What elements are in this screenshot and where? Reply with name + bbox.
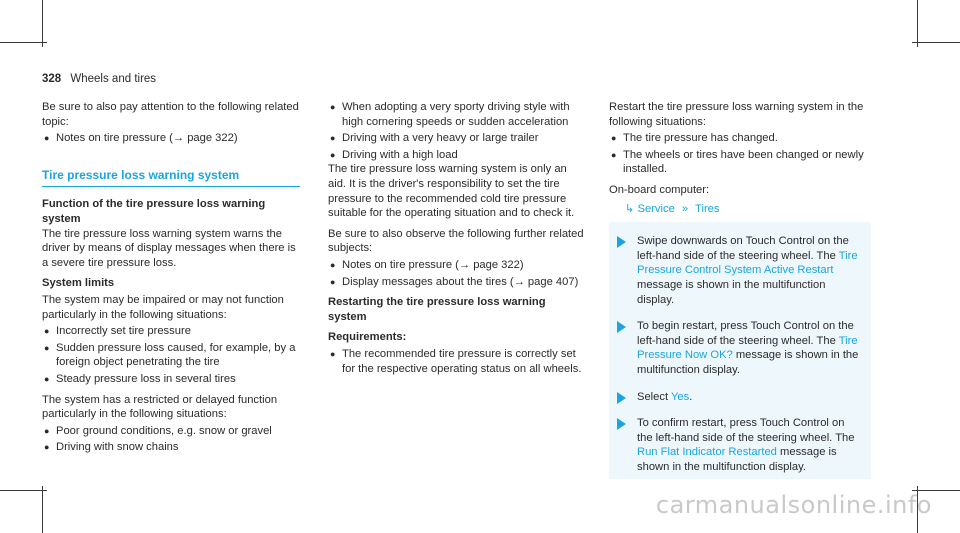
list-item: ● The recommended tire pressure is correctly set for the respective operating status on all wheels. — [330, 347, 582, 375]
crop-mark — [0, 490, 47, 491]
message-run-flat-restarted: Run Flat Indicator Restarted — [637, 446, 777, 459]
section-name: Wheels and tires — [70, 73, 157, 85]
step-1: Swipe downwards on Touch Control on the left-hand side of the steering wheel. The Tire Pressure Control System Active Restart message is shown in the multifunction display. — [617, 234, 863, 307]
message-tire-pressure-ok: Tire Pressure Now OK? — [637, 334, 858, 362]
delayed-text: The system has a restricted or delayed function particularly in the following situations: — [42, 393, 278, 421]
bullet-icon: ● — [330, 133, 336, 144]
menu-service[interactable]: Service — [637, 202, 675, 215]
list-item: ● Driving with a high load — [330, 148, 458, 161]
function-text: The tire pressure loss warning system warns the driver by means of display messages when there is a severe tire pressure loss. — [42, 227, 296, 269]
bullet-icon: ● — [611, 149, 617, 160]
bullet-icon: ● — [330, 149, 336, 160]
list-item[interactable]: ● Notes on tire pressure (→ page 322) — [330, 258, 524, 271]
page-header — [42, 73, 156, 85]
step-4: To confirm restart, press Touch Control on the left-hand side of the steering wheel. The Run Flat Indicator Restarted message is shown in the multifunction display. — [617, 416, 863, 474]
step-arrow-icon — [617, 392, 626, 404]
bullet-icon: ● — [330, 102, 336, 112]
column-1 — [42, 100, 300, 455]
return-arrow-icon: ↳ — [625, 202, 635, 215]
list-item: ● When adopting a very sporty driving style with high cornering speeds or sudden acceleration — [330, 101, 570, 128]
message-tire-pressure-control: Tire Pressure Control System Active Restart — [637, 249, 858, 277]
bullet-icon: ● — [611, 133, 617, 144]
list-item[interactable]: ● Notes on tire pressure (→ page 322) — [44, 132, 238, 145]
requirements-heading: Requirements: — [328, 331, 407, 344]
watermark: carmanualsonline.info — [655, 491, 932, 519]
steps-box — [609, 222, 871, 479]
intro-text: Be sure to also pay attention to the following related topic: — [42, 101, 299, 128]
bullet-icon: ● — [44, 373, 50, 384]
list-item: ● Incorrectly set tire pressure — [44, 325, 191, 338]
column-2 — [328, 100, 586, 376]
list-item: ● Poor ground conditions, e.g. snow or gravel — [44, 424, 272, 437]
requirements-list — [328, 347, 586, 376]
bullet-icon: ● — [44, 425, 50, 436]
bullet-icon: ● — [330, 259, 336, 270]
computer-label: On-board computer: — [609, 183, 710, 196]
list-item: ● Driving with a very heavy or large trailer — [330, 132, 539, 145]
crop-mark — [42, 0, 43, 47]
list-item: ● The wheels or tires have been changed or newly installed. — [611, 148, 864, 176]
limits-list — [42, 324, 300, 386]
crop-mark — [42, 486, 43, 533]
option-yes[interactable]: Yes — [671, 390, 690, 403]
bullet-icon: ● — [44, 133, 50, 144]
list-item: ● Driving with snow chains — [44, 441, 179, 454]
column-3 — [609, 100, 871, 479]
menu-path — [609, 202, 871, 217]
observe-list — [328, 258, 586, 289]
double-chevron-icon: » — [681, 202, 689, 215]
responsibility-text: The tire pressure loss warning system is only an aid. It is the driver's responsibility to set the tire pressure to the recommended cold tire pressure suitable for the operating situation and to check it. — [328, 163, 575, 220]
crop-mark — [0, 42, 47, 43]
delayed-list — [42, 424, 300, 455]
observe-text: Be sure to also observe the following further related subjects: — [328, 227, 584, 255]
crop-mark — [912, 42, 960, 43]
intro-list — [42, 131, 300, 146]
bullet-icon: ● — [44, 342, 50, 353]
bullet-icon: ● — [330, 348, 336, 359]
crop-mark — [917, 0, 918, 47]
menu-tires[interactable]: Tires — [695, 202, 720, 215]
step-arrow-icon — [617, 418, 626, 430]
step-arrow-icon — [617, 321, 626, 333]
step-2: To begin restart, press Touch Control on the left-hand side of the steering wheel. The Tire Pressure Now OK? message is shown in the multifunction display. — [617, 319, 863, 377]
limits-heading: System limits — [42, 277, 115, 290]
bullet-icon: ● — [330, 276, 336, 287]
page-number: 328 — [42, 73, 62, 85]
limits-text: The system may be impaired or may not function particularly in the following situations: — [42, 293, 284, 321]
list-item[interactable]: ● Display messages about the tires (→ page 407) — [330, 275, 579, 288]
restart-text: Restart the tire pressure loss warning system in the following situations: — [609, 101, 864, 128]
function-heading: Function of the tire pressure loss warning system — [42, 198, 266, 225]
list-item: ● Sudden pressure loss caused, for example, by a foreign object penetrating the tire — [44, 341, 296, 369]
restart-heading: Restarting the tire pressure loss warning system — [328, 296, 546, 323]
restart-list — [609, 131, 871, 177]
list-item: ● The tire pressure has changed. — [611, 132, 778, 145]
situations-list — [328, 100, 586, 162]
bullet-icon: ● — [44, 442, 50, 453]
list-item: ● Steady pressure loss in several tires — [44, 372, 236, 385]
bullet-icon: ● — [44, 326, 50, 337]
step-3: Select Yes. — [617, 390, 863, 405]
section-title: Tire pressure loss warning system — [42, 168, 300, 188]
step-arrow-icon — [617, 236, 626, 248]
